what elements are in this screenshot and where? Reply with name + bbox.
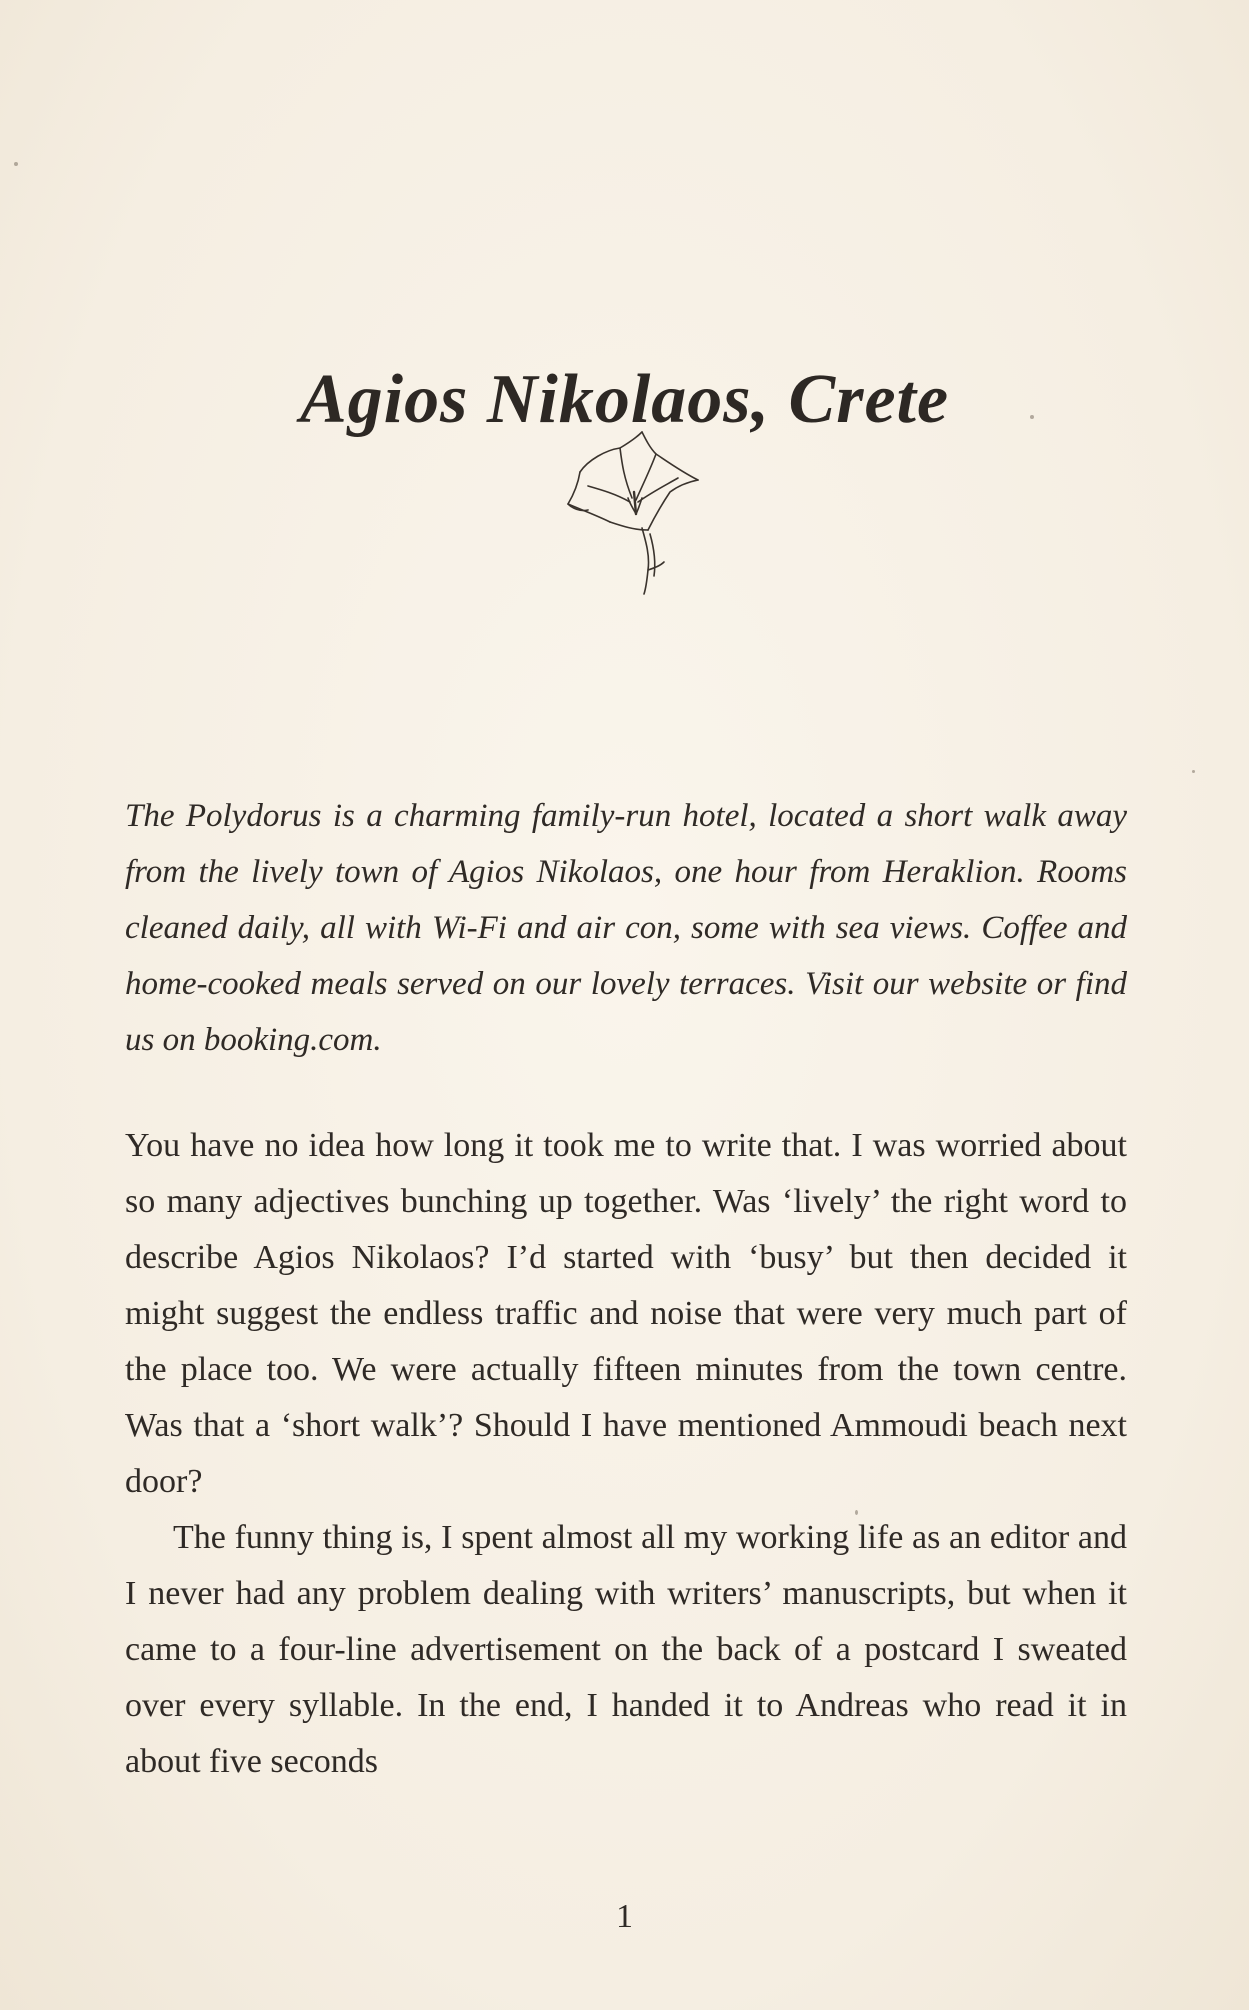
body-paragraph: The funny thing is, I spent almost all my working life as an editor and I never had any problem dealing with writers’ manuscripts, but when it came to a four-line advertisement on the back of a postcard I sweated over every syllable. In the end, I handed it to Andreas who read it in about five seconds [125, 1519, 1127, 1780]
chapter-title: Agios Nikolaos, Crete [299, 360, 950, 438]
flower-ornament-icon [558, 430, 708, 595]
paper-speck [1192, 770, 1195, 773]
body-paragraph: You have no idea how long it took me to write that. I was worried about so many adjectives bunching up together. Was ‘lively’ the right word to describe Agios Nikolaos? I’d started with ‘busy’ but then decided it might suggest the endless traffic and noise that were very much part of the place too. We were actually fifteen minutes from the town centre. Was that a ‘short walk’? Should I have mentioned Ammoudi beach next door? [125, 1127, 1127, 1500]
paper-speck [14, 162, 18, 166]
hotel-advertisement-intro: The Polydorus is a charming family-run hotel, located a short walk away from the lively town of Agios Nikolaos, one hour from Heraklion. Rooms cleaned daily, all with Wi-Fi and air con, some with sea views. Coffee and home-cooked meals served on our lovely terraces. Visit our website or find us on booking.com. [125, 798, 1127, 1058]
chapter-body [125, 1118, 1127, 1790]
page-number: 1 [616, 1898, 633, 1935]
